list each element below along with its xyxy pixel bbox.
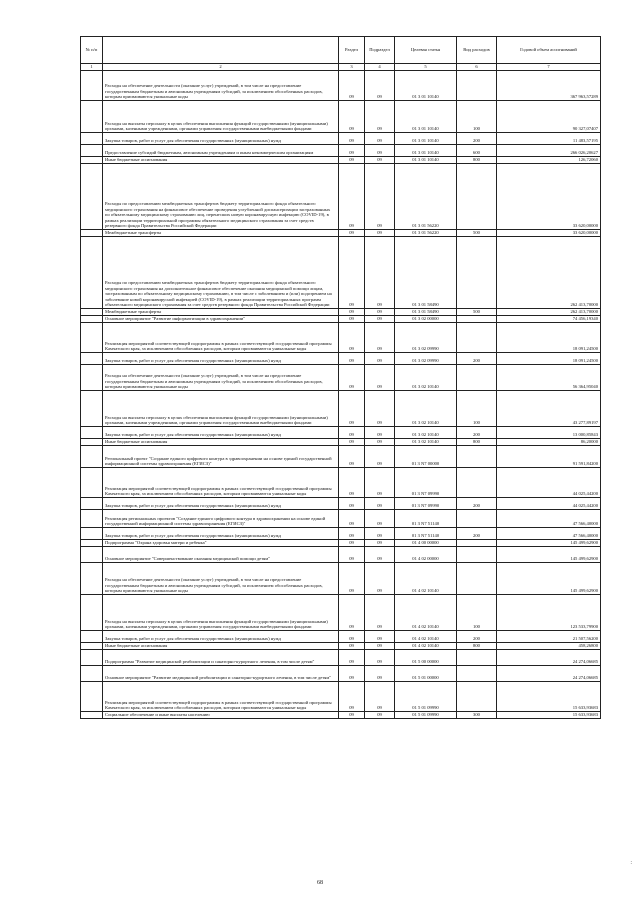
- cell-razdel: 09: [339, 498, 365, 510]
- cell-expense-type: 200: [457, 631, 497, 643]
- budget-table: [80, 36, 601, 719]
- cell-name: Иные бюджетные ассигнования: [103, 643, 339, 650]
- table-row: [81, 365, 601, 391]
- cell-name: Закупка товаров, работ и услуг для обеспечения государственных (муниципальных) нужд: [103, 631, 339, 643]
- cell-amount: 18 091,24500: [497, 353, 601, 365]
- cell-amount: 262 413,70000: [497, 237, 601, 309]
- cell-expense-type: 800: [457, 157, 497, 164]
- table-row: [81, 164, 601, 230]
- cell-name: Закупка товаров, работ и услуг для обеспечения государственных (муниципальных) нужд: [103, 498, 339, 510]
- cell-target-article: 01 3 N7 51140: [395, 510, 457, 528]
- table-row: [81, 353, 601, 365]
- column-number: 4: [365, 64, 395, 71]
- cell-podrazdel: 09: [365, 164, 395, 230]
- cell-amount: 47 566,40000: [497, 528, 601, 540]
- cell-no: [81, 528, 103, 540]
- column-number: 7: [497, 64, 601, 71]
- header-expense-type: Вид расходов: [457, 37, 497, 64]
- cell-amount: 44 025,44200: [497, 468, 601, 498]
- cell-name: Подпрограмма "Охрана здоровья матери и ребенка": [103, 540, 339, 547]
- budget-table-sheet: [80, 36, 600, 719]
- cell-razdel: 09: [339, 133, 365, 145]
- cell-no: [81, 563, 103, 595]
- header-razdel: Раздел: [339, 37, 365, 64]
- header-name: [103, 37, 339, 64]
- cell-target-article: 01 5 00 00000: [395, 650, 457, 666]
- cell-target-article: 01 3 01 10140: [395, 157, 457, 164]
- cell-no: [81, 353, 103, 365]
- cell-target-article: 01 3 N7 09990: [395, 468, 457, 498]
- cell-name: Межбюджетные трансферты: [103, 309, 339, 316]
- cell-name: Реализация мероприятий соответствующей подпрограммы в рамках соответствующей государственной программы Камчатского края, за исключением обособленных расходов, которым присваиваются уникальные коды: [103, 323, 339, 353]
- cell-target-article: 01 3 N7 51140: [395, 528, 457, 540]
- cell-target-article: 01 5 01 09990: [395, 712, 457, 719]
- cell-podrazdel: 09: [365, 595, 395, 631]
- cell-podrazdel: 09: [365, 101, 395, 133]
- header-podrazdel: Подраздел: [365, 37, 395, 64]
- cell-razdel: 09: [339, 439, 365, 446]
- cell-amount: 145 499,62900: [497, 563, 601, 595]
- cell-expense-type: 600: [457, 145, 497, 157]
- cell-expense-type: [457, 323, 497, 353]
- cell-expense-type: [457, 540, 497, 547]
- table-row: [81, 309, 601, 316]
- cell-razdel: 09: [339, 164, 365, 230]
- cell-name: Закупка товаров, работ и услуг для обеспечения государственных (муниципальных) нужд: [103, 353, 339, 365]
- cell-name: Расходы на выплаты персоналу в целях обеспечения выполнения функций государственными (муниципальными) органами, казенными учреждениями, органами управления государственными внебюджетными фондами: [103, 391, 339, 427]
- cell-razdel: 09: [339, 540, 365, 547]
- cell-target-article: 01 4 02 10140: [395, 631, 457, 643]
- cell-target-article: 01 3 01 10140: [395, 71, 457, 101]
- table-row: [81, 643, 601, 650]
- cell-amount: 74 456,19340: [497, 316, 601, 323]
- table-row: [81, 133, 601, 145]
- header-target-article: Целевая статья: [395, 37, 457, 64]
- cell-razdel: 09: [339, 666, 365, 682]
- cell-no: [81, 682, 103, 712]
- cell-amount: 21 507,56200: [497, 631, 601, 643]
- header-annual-amount: Годовой объем ассигнований: [497, 37, 601, 64]
- cell-expense-type: 200: [457, 353, 497, 365]
- cell-name: Подпрограмма "Развитие медицинской реабилитации и санаторно-курортного лечения, в том числе детям": [103, 650, 339, 666]
- table-row: [81, 391, 601, 427]
- cell-target-article: 01 3 02 10140: [395, 427, 457, 439]
- cell-target-article: 01 3 01 10140: [395, 145, 457, 157]
- cell-name: Основное мероприятие "Совершенствование оказания медицинской помощи детям": [103, 547, 339, 563]
- cell-name: Расходы по предоставлению межбюджетных трансфертов бюджету территориального фонда обязательного медицинского страхования на дополнительное финансовое обеспечение оказания медицинской помощи лицам, застрахованным по обязательному медицинскому страхованию, в том числе с заболеванием и (или) подозрением на заболевание новой коронавирусной инфекцией (COVID-19), в рамках реализации территориальных программ обязательного медицинского страхования за счет средств резервного фонда Правительства Российской Федерации: [103, 237, 339, 309]
- cell-amount: 458,26800: [497, 643, 601, 650]
- table-row: [81, 631, 601, 643]
- cell-razdel: 09: [339, 391, 365, 427]
- cell-target-article: 01 3 01 56220: [395, 164, 457, 230]
- cell-amount: 91 591,84200: [497, 446, 601, 468]
- cell-expense-type: 800: [457, 643, 497, 650]
- cell-name: Иные бюджетные ассигнования: [103, 157, 339, 164]
- cell-no: [81, 391, 103, 427]
- cell-expense-type: [457, 446, 497, 468]
- cell-no: [81, 427, 103, 439]
- cell-amount: 24 274,06685: [497, 650, 601, 666]
- table-row: [81, 563, 601, 595]
- cell-razdel: 09: [339, 595, 365, 631]
- cell-expense-type: 500: [457, 230, 497, 237]
- cell-no: [81, 323, 103, 353]
- edge-mark: :: [630, 860, 632, 866]
- column-number: 6: [457, 64, 497, 71]
- cell-amount: 56 364,95040: [497, 365, 601, 391]
- cell-expense-type: [457, 164, 497, 230]
- cell-expense-type: [457, 547, 497, 563]
- cell-razdel: 09: [339, 510, 365, 528]
- cell-expense-type: 200: [457, 133, 497, 145]
- cell-no: [81, 510, 103, 528]
- cell-no: [81, 439, 103, 446]
- cell-podrazdel: 09: [365, 145, 395, 157]
- cell-no: [81, 365, 103, 391]
- cell-podrazdel: 09: [365, 439, 395, 446]
- cell-expense-type: 500: [457, 309, 497, 316]
- cell-amount: 126,72060: [497, 157, 601, 164]
- cell-no: [81, 316, 103, 323]
- cell-no: [81, 540, 103, 547]
- cell-name: Основное мероприятие "Развитие информатизации в здравоохранении": [103, 316, 339, 323]
- cell-no: [81, 101, 103, 133]
- cell-no: [81, 237, 103, 309]
- cell-amount: 123 533,79900: [497, 595, 601, 631]
- cell-podrazdel: 09: [365, 540, 395, 547]
- cell-razdel: 09: [339, 528, 365, 540]
- cell-razdel: 09: [339, 650, 365, 666]
- cell-podrazdel: 09: [365, 71, 395, 101]
- cell-no: [81, 309, 103, 316]
- cell-expense-type: 800: [457, 439, 497, 446]
- cell-amount: 15 633,93683: [497, 712, 601, 719]
- table-row: [81, 650, 601, 666]
- cell-target-article: 01 4 02 00000: [395, 547, 457, 563]
- table-row: [81, 547, 601, 563]
- cell-podrazdel: 09: [365, 643, 395, 650]
- table-row: [81, 712, 601, 719]
- cell-target-article: 01 4 00 00000: [395, 540, 457, 547]
- cell-podrazdel: 09: [365, 309, 395, 316]
- table-row: [81, 666, 601, 682]
- cell-target-article: 01 3 02 10140: [395, 439, 457, 446]
- cell-target-article: 01 3 02 09990: [395, 353, 457, 365]
- cell-expense-type: 200: [457, 498, 497, 510]
- cell-podrazdel: 09: [365, 682, 395, 712]
- cell-podrazdel: 09: [365, 133, 395, 145]
- cell-amount: 262 413,70000: [497, 309, 601, 316]
- table-row: [81, 468, 601, 498]
- cell-podrazdel: 09: [365, 427, 395, 439]
- column-number-row: [81, 64, 601, 71]
- cell-podrazdel: 09: [365, 631, 395, 643]
- cell-podrazdel: 09: [365, 157, 395, 164]
- table-row: [81, 439, 601, 446]
- cell-no: [81, 71, 103, 101]
- cell-podrazdel: 09: [365, 468, 395, 498]
- cell-no: [81, 595, 103, 631]
- column-number: 1: [81, 64, 103, 71]
- page-number: 68: [317, 880, 323, 886]
- cell-amount: 367 963,57289: [497, 71, 601, 101]
- cell-razdel: 09: [339, 682, 365, 712]
- cell-no: [81, 468, 103, 498]
- cell-name: Расходы на обеспечение деятельности (оказание услуг) учреждений, в том числе на предоставление государственным бюджетным и автономным учреждениям субсидий, за исключением обособленных расходов, которым присваиваются уникальные коды: [103, 71, 339, 101]
- cell-target-article: 01 3 N7 09990: [395, 498, 457, 510]
- table-row: [81, 157, 601, 164]
- cell-expense-type: [457, 510, 497, 528]
- cell-amount: 11 483,57195: [497, 133, 601, 145]
- cell-expense-type: 100: [457, 391, 497, 427]
- cell-razdel: 09: [339, 145, 365, 157]
- cell-podrazdel: 09: [365, 353, 395, 365]
- cell-razdel: 09: [339, 323, 365, 353]
- cell-no: [81, 145, 103, 157]
- cell-razdel: 09: [339, 547, 365, 563]
- cell-target-article: 01 5 01 00000: [395, 666, 457, 682]
- cell-podrazdel: 09: [365, 712, 395, 719]
- cell-target-article: 01 3 01 10140: [395, 101, 457, 133]
- cell-amount: 33 620,00000: [497, 230, 601, 237]
- cell-amount: 33 620,00000: [497, 164, 601, 230]
- cell-name: Реализация региональных проектов "Создание единого цифрового контура в здравоохранении на основе единой государственной информационной системы здравоохранения (ЕГИСЗ)": [103, 510, 339, 528]
- cell-target-article: 01 3 02 10140: [395, 365, 457, 391]
- cell-expense-type: 100: [457, 101, 497, 133]
- cell-razdel: 09: [339, 365, 365, 391]
- cell-amount: 15 633,93683: [497, 682, 601, 712]
- cell-expense-type: [457, 365, 497, 391]
- cell-name: Межбюджетные трансферты: [103, 230, 339, 237]
- cell-razdel: 09: [339, 427, 365, 439]
- cell-razdel: 09: [339, 631, 365, 643]
- cell-no: [81, 164, 103, 230]
- cell-no: [81, 498, 103, 510]
- table-row: [81, 540, 601, 547]
- cell-podrazdel: 09: [365, 316, 395, 323]
- cell-no: [81, 666, 103, 682]
- table-row: [81, 498, 601, 510]
- cell-razdel: 09: [339, 316, 365, 323]
- cell-name: Расходы на выплаты персоналу в целях обеспечения выполнения функций государственными (муниципальными) органами, казенными учреждениями, органами управления государственными внебюджетными фондами: [103, 595, 339, 631]
- table-row: [81, 230, 601, 237]
- cell-razdel: 09: [339, 643, 365, 650]
- cell-name: Расходы по предоставлению межбюджетных трансфертов бюджету территориального фонда обязательного медицинского страхования на финансовое обеспечение проведения углубленной диспансеризации застрахованных по обязательному медицинскому страхованию лиц, перенесших новую коронавирусную инфекцию (COVID-19), в рамках реализации территориальной программы обязательного медицинского страхования за счет средств резервного фонда Правительства Российской Федерации: [103, 164, 339, 230]
- cell-name: Предоставление субсидий бюджетным, автономным учреждениям и иным некоммерческим организациям: [103, 145, 339, 157]
- cell-podrazdel: 09: [365, 230, 395, 237]
- cell-target-article: 01 3 01 10140: [395, 133, 457, 145]
- cell-name: Закупка товаров, работ и услуг для обеспечения государственных (муниципальных) нужд: [103, 133, 339, 145]
- table-body: [81, 71, 601, 719]
- cell-name: Расходы на обеспечение деятельности (оказание услуг) учреждений, в том числе на предоставление государственным бюджетным и автономным учреждениям субсидий, за исключением обособленных расходов, которым присваиваются уникальные коды: [103, 563, 339, 595]
- cell-target-article: 01 3 N7 00000: [395, 446, 457, 468]
- cell-razdel: 09: [339, 101, 365, 133]
- cell-no: [81, 547, 103, 563]
- cell-no: [81, 650, 103, 666]
- cell-expense-type: [457, 563, 497, 595]
- cell-name: Реализация мероприятий соответствующей подпрограммы в рамках соответствующей государственной программы Камчатского края, за исключением обособленных расходов, которым присваиваются уникальные коды: [103, 468, 339, 498]
- cell-razdel: 09: [339, 446, 365, 468]
- cell-no: [81, 446, 103, 468]
- column-number: 5: [395, 64, 457, 71]
- cell-amount: 18 091,24500: [497, 323, 601, 353]
- cell-target-article: 01 3 02 10140: [395, 391, 457, 427]
- cell-no: [81, 712, 103, 719]
- cell-podrazdel: 09: [365, 323, 395, 353]
- cell-razdel: 09: [339, 230, 365, 237]
- cell-podrazdel: 09: [365, 528, 395, 540]
- cell-no: [81, 631, 103, 643]
- table-row: [81, 237, 601, 309]
- cell-amount: 47 566,40000: [497, 510, 601, 528]
- table-header-row: [81, 37, 601, 64]
- cell-podrazdel: 09: [365, 510, 395, 528]
- column-number: 3: [339, 64, 365, 71]
- cell-target-article: 01 4 02 10140: [395, 643, 457, 650]
- header-no: № п/п: [81, 37, 103, 64]
- cell-expense-type: [457, 468, 497, 498]
- table-row: [81, 682, 601, 712]
- cell-podrazdel: 09: [365, 666, 395, 682]
- table-row: [81, 101, 601, 133]
- cell-razdel: 09: [339, 157, 365, 164]
- cell-podrazdel: 09: [365, 365, 395, 391]
- cell-podrazdel: 09: [365, 650, 395, 666]
- cell-expense-type: [457, 650, 497, 666]
- cell-target-article: 01 5 01 09990: [395, 682, 457, 712]
- column-number: 2: [103, 64, 339, 71]
- cell-amount: 145 499,62900: [497, 547, 601, 563]
- cell-name: Закупка товаров, работ и услуг для обеспечения государственных (муниципальных) нужд: [103, 427, 339, 439]
- table-row: [81, 528, 601, 540]
- cell-podrazdel: 09: [365, 446, 395, 468]
- cell-expense-type: 200: [457, 427, 497, 439]
- cell-razdel: 09: [339, 468, 365, 498]
- table-row: [81, 446, 601, 468]
- cell-podrazdel: 09: [365, 563, 395, 595]
- cell-amount: 43 277,89197: [497, 391, 601, 427]
- cell-amount: 24 274,06685: [497, 666, 601, 682]
- cell-podrazdel: 09: [365, 498, 395, 510]
- cell-name: Региональный проект "Создание единого цифрового контура в здравоохранении на основе единой государственной информационной системы здравоохранения (ЕГИСЗ)": [103, 446, 339, 468]
- cell-expense-type: [457, 237, 497, 309]
- cell-name: Закупка товаров, работ и услуг для обеспечения государственных (муниципальных) нужд: [103, 528, 339, 540]
- cell-amount: 266 026,20627: [497, 145, 601, 157]
- cell-name: Иные бюджетные ассигнования: [103, 439, 339, 446]
- cell-expense-type: [457, 316, 497, 323]
- cell-name: Основное мероприятие "Развитие медицинской реабилитации и санаторно-курортного лечения, в том числе детям": [103, 666, 339, 682]
- cell-podrazdel: 09: [365, 391, 395, 427]
- cell-amount: 90 327,07407: [497, 101, 601, 133]
- cell-razdel: 09: [339, 353, 365, 365]
- cell-target-article: 01 3 02 00000: [395, 316, 457, 323]
- cell-no: [81, 157, 103, 164]
- cell-target-article: 01 3 01 58490: [395, 237, 457, 309]
- cell-no: [81, 643, 103, 650]
- cell-name: Расходы на обеспечение деятельности (оказание услуг) учреждений, в том числе на предоставление государственным бюджетным и автономным учреждениям субсидий, за исключением обособленных расходов, которым присваиваются уникальные коды: [103, 365, 339, 391]
- table-row: [81, 71, 601, 101]
- cell-expense-type: [457, 666, 497, 682]
- cell-target-article: 01 3 01 56220: [395, 230, 457, 237]
- cell-name: Расходы на выплаты персоналу в целях обеспечения выполнения функций государственными (муниципальными) органами, казенными учреждениями, органами управления государственными внебюджетными фондами: [103, 101, 339, 133]
- cell-amount: 13 000,85843: [497, 427, 601, 439]
- cell-razdel: 09: [339, 563, 365, 595]
- cell-target-article: 01 3 01 58490: [395, 309, 457, 316]
- table-row: [81, 427, 601, 439]
- cell-razdel: 09: [339, 309, 365, 316]
- table-row: [81, 595, 601, 631]
- cell-amount: 44 025,44200: [497, 498, 601, 510]
- table-row: [81, 323, 601, 353]
- cell-target-article: 01 4 02 10140: [395, 595, 457, 631]
- cell-expense-type: [457, 682, 497, 712]
- cell-expense-type: 100: [457, 595, 497, 631]
- cell-target-article: 01 4 02 10140: [395, 563, 457, 595]
- cell-expense-type: [457, 71, 497, 101]
- cell-razdel: 09: [339, 237, 365, 309]
- cell-amount: 86,20000: [497, 439, 601, 446]
- table-row: [81, 145, 601, 157]
- cell-no: [81, 133, 103, 145]
- cell-no: [81, 230, 103, 237]
- table-row: [81, 510, 601, 528]
- cell-name: Социальное обеспечение и иные выплаты населению: [103, 712, 339, 719]
- cell-amount: 145 499,62900: [497, 540, 601, 547]
- cell-target-article: 01 3 02 09990: [395, 323, 457, 353]
- table-row: [81, 316, 601, 323]
- cell-podrazdel: 09: [365, 237, 395, 309]
- cell-razdel: 09: [339, 712, 365, 719]
- cell-razdel: 09: [339, 71, 365, 101]
- cell-expense-type: 300: [457, 712, 497, 719]
- cell-name: Реализация мероприятий соответствующей подпрограммы в рамках соответствующей государственной программы Камчатского края, за исключением обособленных расходов, которым присваиваются уникальные коды: [103, 682, 339, 712]
- cell-podrazdel: 09: [365, 547, 395, 563]
- cell-expense-type: 200: [457, 528, 497, 540]
